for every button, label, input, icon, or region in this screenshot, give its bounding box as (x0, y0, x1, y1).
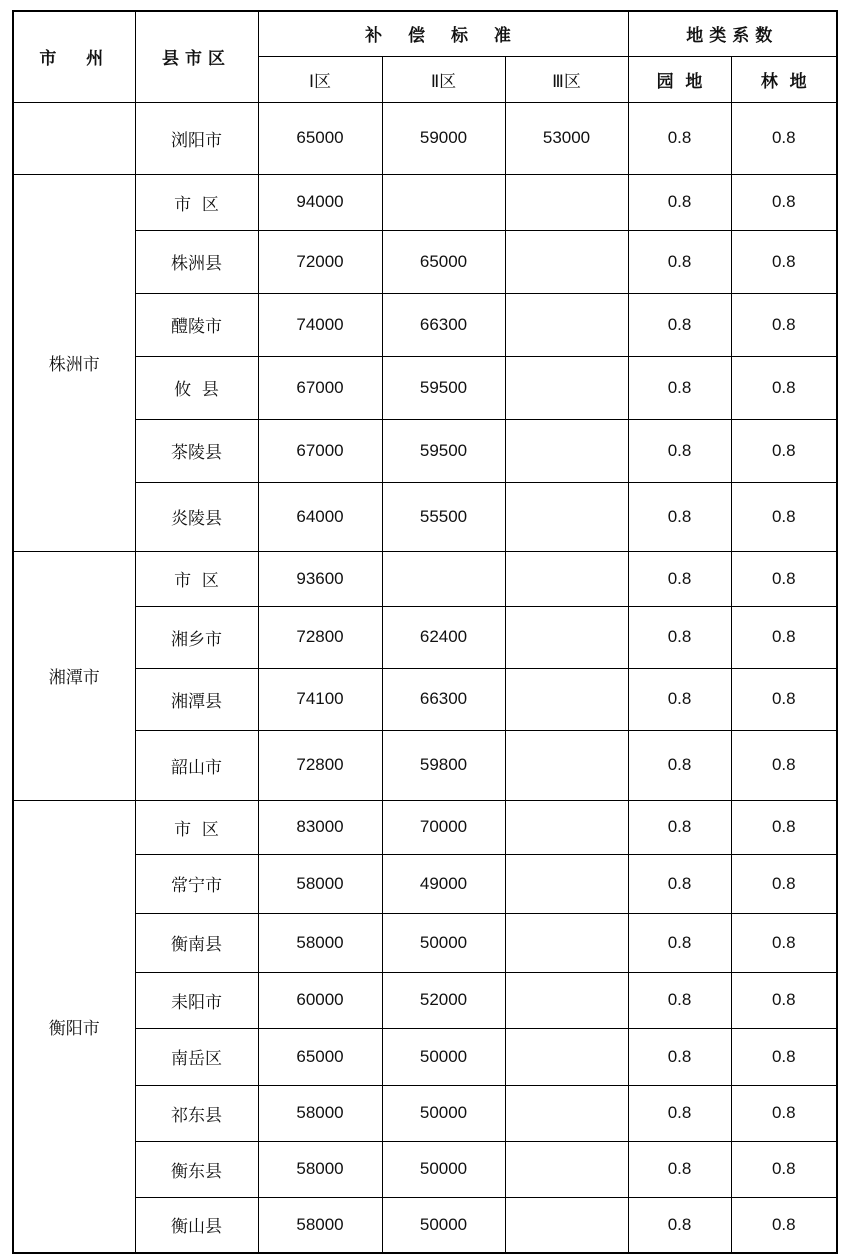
zone-2-value: 59500 (382, 356, 505, 419)
garden-coefficient: 0.8 (628, 1197, 731, 1253)
forest-coefficient: 0.8 (731, 1028, 837, 1085)
zone-2-value: 52000 (382, 972, 505, 1028)
forest-coefficient: 0.8 (731, 730, 837, 800)
garden-coefficient: 0.8 (628, 972, 731, 1028)
zone-1-value: 83000 (258, 800, 382, 854)
header-zone-3: Ⅲ区 (505, 56, 628, 102)
county-cell: 常宁市 (135, 854, 258, 913)
header-land-coefficient: 地类系数 (628, 11, 837, 56)
table-row (13, 1028, 837, 1085)
zone-1-value: 93600 (258, 551, 382, 606)
zone-1-value: 65000 (258, 1028, 382, 1085)
zone-2-value: 59800 (382, 730, 505, 800)
county-cell: 祁东县 (135, 1085, 258, 1141)
city-cell: 衡阳市 (13, 800, 135, 1253)
table-row (13, 730, 837, 800)
table-row (13, 668, 837, 730)
zone-1-value: 94000 (258, 174, 382, 230)
forest-coefficient: 0.8 (731, 1085, 837, 1141)
zone-1-value: 58000 (258, 913, 382, 972)
garden-coefficient: 0.8 (628, 913, 731, 972)
county-cell: 南岳区 (135, 1028, 258, 1085)
forest-coefficient: 0.8 (731, 230, 837, 293)
county-cell: 湘潭县 (135, 668, 258, 730)
zone-3-value (505, 913, 628, 972)
county-cell: 炎陵县 (135, 482, 258, 551)
zone-1-value: 67000 (258, 419, 382, 482)
zone-2-value: 70000 (382, 800, 505, 854)
table-row (13, 551, 837, 606)
zone-1-value: 67000 (258, 356, 382, 419)
zone-3-value (505, 551, 628, 606)
city-cell: 株洲市 (13, 174, 135, 551)
garden-coefficient: 0.8 (628, 854, 731, 913)
header-compensation-standard: 补 偿 标 准 (258, 11, 628, 56)
zone-3-value (505, 482, 628, 551)
zone-1-value: 74100 (258, 668, 382, 730)
table-row (13, 102, 837, 174)
zone-2-value: 59500 (382, 419, 505, 482)
zone-1-value: 58000 (258, 1197, 382, 1253)
zone-1-value: 58000 (258, 1141, 382, 1197)
forest-coefficient: 0.8 (731, 174, 837, 230)
table-row (13, 1141, 837, 1197)
table-row (13, 174, 837, 230)
garden-coefficient: 0.8 (628, 356, 731, 419)
county-cell: 攸 县 (135, 356, 258, 419)
forest-coefficient: 0.8 (731, 800, 837, 854)
forest-coefficient: 0.8 (731, 293, 837, 356)
zone-1-value: 65000 (258, 102, 382, 174)
zone-1-value: 72800 (258, 730, 382, 800)
zone-3-value (505, 606, 628, 668)
forest-coefficient: 0.8 (731, 972, 837, 1028)
garden-coefficient: 0.8 (628, 482, 731, 551)
garden-coefficient: 0.8 (628, 668, 731, 730)
garden-coefficient: 0.8 (628, 174, 731, 230)
zone-3-value (505, 419, 628, 482)
garden-coefficient: 0.8 (628, 102, 731, 174)
county-cell: 市 区 (135, 800, 258, 854)
table-row (13, 1085, 837, 1141)
zone-2-value: 59000 (382, 102, 505, 174)
county-cell: 衡南县 (135, 913, 258, 972)
garden-coefficient: 0.8 (628, 419, 731, 482)
county-cell: 耒阳市 (135, 972, 258, 1028)
garden-coefficient: 0.8 (628, 551, 731, 606)
table-row (13, 293, 837, 356)
forest-coefficient: 0.8 (731, 102, 837, 174)
forest-coefficient: 0.8 (731, 668, 837, 730)
zone-3-value (505, 972, 628, 1028)
zone-1-value: 74000 (258, 293, 382, 356)
header-zone-2: Ⅱ区 (382, 56, 505, 102)
table-row (13, 419, 837, 482)
table-row (13, 972, 837, 1028)
zone-3-value (505, 1197, 628, 1253)
zone-1-value: 58000 (258, 854, 382, 913)
table-row (13, 1197, 837, 1253)
zone-3-value (505, 854, 628, 913)
forest-coefficient: 0.8 (731, 356, 837, 419)
header-city: 市 州 (13, 11, 135, 102)
forest-coefficient: 0.8 (731, 419, 837, 482)
zone-2-value: 50000 (382, 1085, 505, 1141)
county-cell: 衡山县 (135, 1197, 258, 1253)
city-cell (13, 102, 135, 174)
zone-2-value: 49000 (382, 854, 505, 913)
zone-2-value (382, 174, 505, 230)
county-cell: 茶陵县 (135, 419, 258, 482)
garden-coefficient: 0.8 (628, 1141, 731, 1197)
zone-2-value: 50000 (382, 1197, 505, 1253)
forest-coefficient: 0.8 (731, 854, 837, 913)
zone-3-value (505, 293, 628, 356)
forest-coefficient: 0.8 (731, 1141, 837, 1197)
zone-2-value: 50000 (382, 913, 505, 972)
zone-2-value: 50000 (382, 1028, 505, 1085)
zone-3-value (505, 730, 628, 800)
county-cell: 株洲县 (135, 230, 258, 293)
zone-2-value: 66300 (382, 293, 505, 356)
zone-1-value: 58000 (258, 1085, 382, 1141)
zone-2-value: 66300 (382, 668, 505, 730)
zone-3-value (505, 1028, 628, 1085)
table-row (13, 800, 837, 854)
garden-coefficient: 0.8 (628, 800, 731, 854)
zone-2-value: 55500 (382, 482, 505, 551)
garden-coefficient: 0.8 (628, 1028, 731, 1085)
zone-1-value: 72800 (258, 606, 382, 668)
table-row (13, 230, 837, 293)
forest-coefficient: 0.8 (731, 1197, 837, 1253)
header-county: 县市区 (135, 11, 258, 102)
county-cell: 韶山市 (135, 730, 258, 800)
zone-1-value: 64000 (258, 482, 382, 551)
header-garden: 园 地 (628, 56, 731, 102)
table-header (13, 11, 837, 102)
zone-2-value (382, 551, 505, 606)
zone-3-value (505, 1141, 628, 1197)
forest-coefficient: 0.8 (731, 606, 837, 668)
garden-coefficient: 0.8 (628, 730, 731, 800)
county-cell: 湘乡市 (135, 606, 258, 668)
garden-coefficient: 0.8 (628, 293, 731, 356)
garden-coefficient: 0.8 (628, 230, 731, 293)
table-row (13, 606, 837, 668)
garden-coefficient: 0.8 (628, 606, 731, 668)
county-cell: 衡东县 (135, 1141, 258, 1197)
header-zone-1: Ⅰ区 (258, 56, 382, 102)
zone-3-value (505, 668, 628, 730)
table-row (13, 356, 837, 419)
county-cell: 醴陵市 (135, 293, 258, 356)
forest-coefficient: 0.8 (731, 482, 837, 551)
table-row (13, 913, 837, 972)
zone-2-value: 62400 (382, 606, 505, 668)
compensation-standards-table (12, 10, 838, 1254)
county-cell: 浏阳市 (135, 102, 258, 174)
zone-3-value (505, 174, 628, 230)
forest-coefficient: 0.8 (731, 551, 837, 606)
table-row (13, 482, 837, 551)
header-forest: 林 地 (731, 56, 837, 102)
zone-3-value (505, 230, 628, 293)
garden-coefficient: 0.8 (628, 1085, 731, 1141)
zone-2-value: 50000 (382, 1141, 505, 1197)
forest-coefficient: 0.8 (731, 913, 837, 972)
zone-1-value: 60000 (258, 972, 382, 1028)
zone-3-value (505, 800, 628, 854)
county-cell: 市 区 (135, 174, 258, 230)
city-cell: 湘潭市 (13, 551, 135, 800)
table-body (13, 102, 837, 1253)
zone-3-value: 53000 (505, 102, 628, 174)
county-cell: 市 区 (135, 551, 258, 606)
zone-3-value (505, 1085, 628, 1141)
table-row (13, 854, 837, 913)
zone-2-value: 65000 (382, 230, 505, 293)
zone-3-value (505, 356, 628, 419)
zone-1-value: 72000 (258, 230, 382, 293)
